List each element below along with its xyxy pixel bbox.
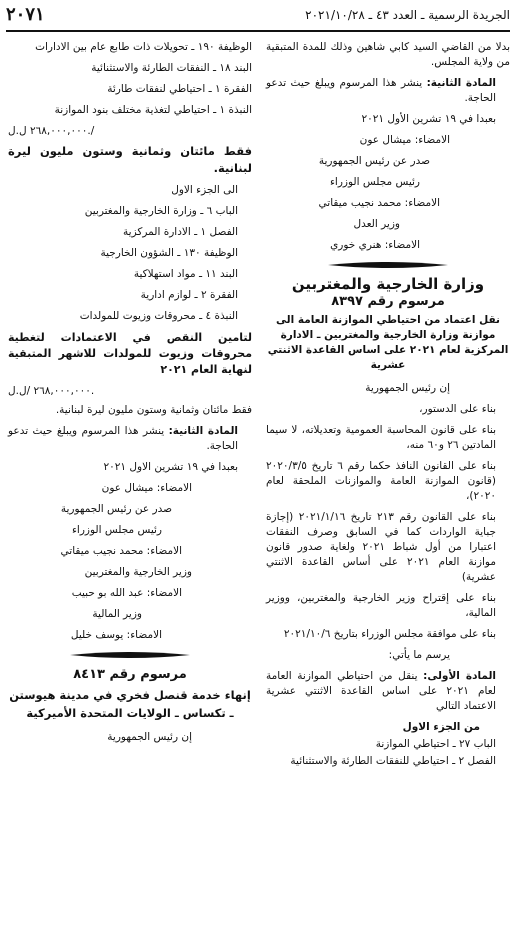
- divider-ornament: [70, 649, 190, 661]
- section-title: وزارة الخارجية والمغتربين: [291, 275, 485, 293]
- decree-subject: نقل اعتماد من احتياطي الموازنة العامة الى موازنة وزارة الخارجية والمغتربين ـ الادارة المركزية لعام ٢٠٢١ على اساس القاعدة الاثنتي عشرية: [267, 314, 509, 371]
- item-11: البند ١١ ـ مواد استهلاكية: [133, 268, 238, 280]
- article-label: المادة الأولى:: [423, 670, 496, 682]
- chapter-27: الباب ٢٧ ـ احتياطي الموازنة: [375, 738, 496, 750]
- section-2: الفصل ٢ ـ احتياطي للنفقات الطارئة والاستثنائية: [290, 755, 496, 767]
- function-130: الوظيفة ١٣٠ ـ الشؤون الخارجية: [100, 247, 238, 259]
- article-text: ينشر هذا المرسوم ويبلغ حيث تدعو الحاجة.: [8, 425, 238, 452]
- signature-mikati: الامضاء: محمد نجيب ميقاتي: [60, 545, 182, 557]
- article-1: [266, 669, 510, 714]
- paragraph-1: الفقرة ١ ـ احتياطي لنفقات طارئة: [107, 83, 252, 95]
- basis-proposal: بناء على إقتراح وزير الخارجية والمغتربين، ووزير المالية،: [266, 592, 496, 619]
- president-line: إن رئيس الجمهورية: [107, 731, 192, 743]
- article-2: [266, 76, 510, 106]
- item-18: البند ١٨ ـ النفقات الطارئة والاستثنائية: [91, 62, 252, 74]
- clause-1: النبذة ١ ـ احتياطي لتغذية مختلف بنود الموازنة: [54, 104, 252, 116]
- issued-by: صدر عن رئيس الجمهورية: [60, 503, 172, 515]
- basis-law-6: بناء على القانون النافذ حكما رقم ٦ تاريخ ٢٠٢٠/٣/٥ (قانون الموازنة العامة والموازنات الملحقة لعام ٢٠٢٠)،: [266, 460, 496, 502]
- president-line: إن رئيس الجمهورية: [365, 382, 450, 394]
- right-column: [266, 40, 510, 775]
- article-label: المادة الثانية:: [426, 77, 496, 89]
- amount-figure: ٢٦٨,٠٠٠,٠٠٠ ل.ل./: [8, 125, 95, 137]
- signature-aoun: الامضاء: ميشال عون: [359, 134, 450, 146]
- decree-number: مرسوم رقم ٨٤١٣: [73, 667, 187, 682]
- function-190: الوظيفة ١٩٠ ـ تحويلات ذات طابع عام بين الادارات: [35, 41, 252, 53]
- page-number: ٢٠٧١: [6, 4, 45, 25]
- prime-minister: رئيس مجلس الوزراء: [71, 524, 162, 536]
- justice-minister: وزير العدل: [353, 218, 400, 230]
- signature-bouhabib: الامضاء: عبد الله بو حبيب: [71, 587, 182, 599]
- finance-minister: وزير المالية: [92, 608, 142, 620]
- article-text: ينشر هذا المرسوم ويبلغ حيث تدعو الحاجة.: [266, 77, 496, 104]
- issued-by: صدر عن رئيس الجمهورية: [318, 155, 430, 167]
- basis-council: بناء على موافقة مجلس الوزراء بتاريخ ٢٠٢١/١٠/٦: [283, 628, 496, 640]
- basis-law-213: بناء على القانون رقم ٢١٣ تاريخ ٢٠٢١/١/١٦ (إجازة جباية الواردات كما في السابق وصرف النفقات اعتبارا من أول شباط ٢٠٢١ ولغاية صدور قانون موازنة العام ٢٠٢١ على أساس القاعدة الاثنتي عشرية): [266, 511, 496, 583]
- basis-accounting: بناء على قانون المحاسبة العمومية وتعديلاته، لا سيما المادتين ٢٦ و٦٠ منه،: [266, 424, 496, 451]
- signature-mikati: الامضاء: محمد نجيب ميقاتي: [318, 197, 440, 209]
- part-1: من الجزء الاول: [402, 721, 480, 733]
- signature-khalil: الامضاء: يوسف خليل: [70, 629, 162, 641]
- purpose-text: لتامين النقص في الاعتمادات لتغطية محروقات وزيوت للمولدات للاشهر المتبقية لنهاية العام ٢٠٢١: [8, 331, 252, 376]
- amount-figure-2: ٢٦٨,٠٠٠,٠٠٠ /ل.ل.: [8, 385, 95, 397]
- gazette-title: الجريدة الرسمية ـ العدد ٤٣ ـ ٢٠٢١/١٠/٢٨: [305, 8, 510, 22]
- dated-line: بعبدا في ١٩ تشرين الأول ٢٠٢١: [361, 113, 496, 125]
- decrees-line: يرسم ما يأتي:: [388, 649, 450, 661]
- article-text: ينقل من احتياطي الموازنة العامة لعام ٢٠٢١ على اساس القاعدة الاثنتي عشرية الاعتماد التالي: [266, 670, 496, 712]
- article-label: المادة الثانية:: [168, 425, 238, 437]
- paragraph-2: الفقرة ٢ ـ لوازم ادارية: [140, 289, 238, 301]
- section-1: الفصل ١ ـ الادارة المركزية: [123, 226, 238, 238]
- prime-minister: رئيس مجلس الوزراء: [329, 176, 420, 188]
- signature-aoun: الامضاء: ميشال عون: [101, 482, 192, 494]
- divider-ornament: [328, 259, 448, 271]
- decree-number: مرسوم رقم ٨٣٩٧: [331, 294, 445, 309]
- decree-subject: إنهاء خدمة قنصل فخري في مدينة هيوستن ـ تكساس ـ الولايات المتحدة الأميركية: [9, 688, 251, 720]
- intro-text: بدلا من القاضي السيد كابي شاهين وذلك للمدة المتبقية من ولاية المجلس.: [266, 41, 510, 68]
- foreign-minister: وزير الخارجية والمغتربين: [84, 566, 192, 578]
- amount-words: فقط مائتان وثمانية وستون مليون ليرة لبنانية.: [55, 404, 252, 416]
- basis-constitution: بناء على الدستور،: [419, 403, 496, 415]
- signature-khoury: الامضاء: هنري خوري: [330, 239, 420, 251]
- page-header: [6, 4, 510, 32]
- left-column: [8, 40, 252, 751]
- amount-words-bold: فقط مائتان وثمانية وستون مليون ليرة لبنانية.: [8, 144, 252, 175]
- article-2: [8, 424, 252, 454]
- dated-line: بعبدا في ١٩ تشرين الاول ٢٠٢١: [103, 461, 238, 473]
- chapter-6: الباب ٦ ـ وزارة الخارجية والمغتربين: [84, 205, 238, 217]
- clause-4: النبذة ٤ ـ محروقات وزيوت للمولدات: [79, 310, 238, 322]
- to-part-1: الى الجزء الاول: [171, 184, 238, 196]
